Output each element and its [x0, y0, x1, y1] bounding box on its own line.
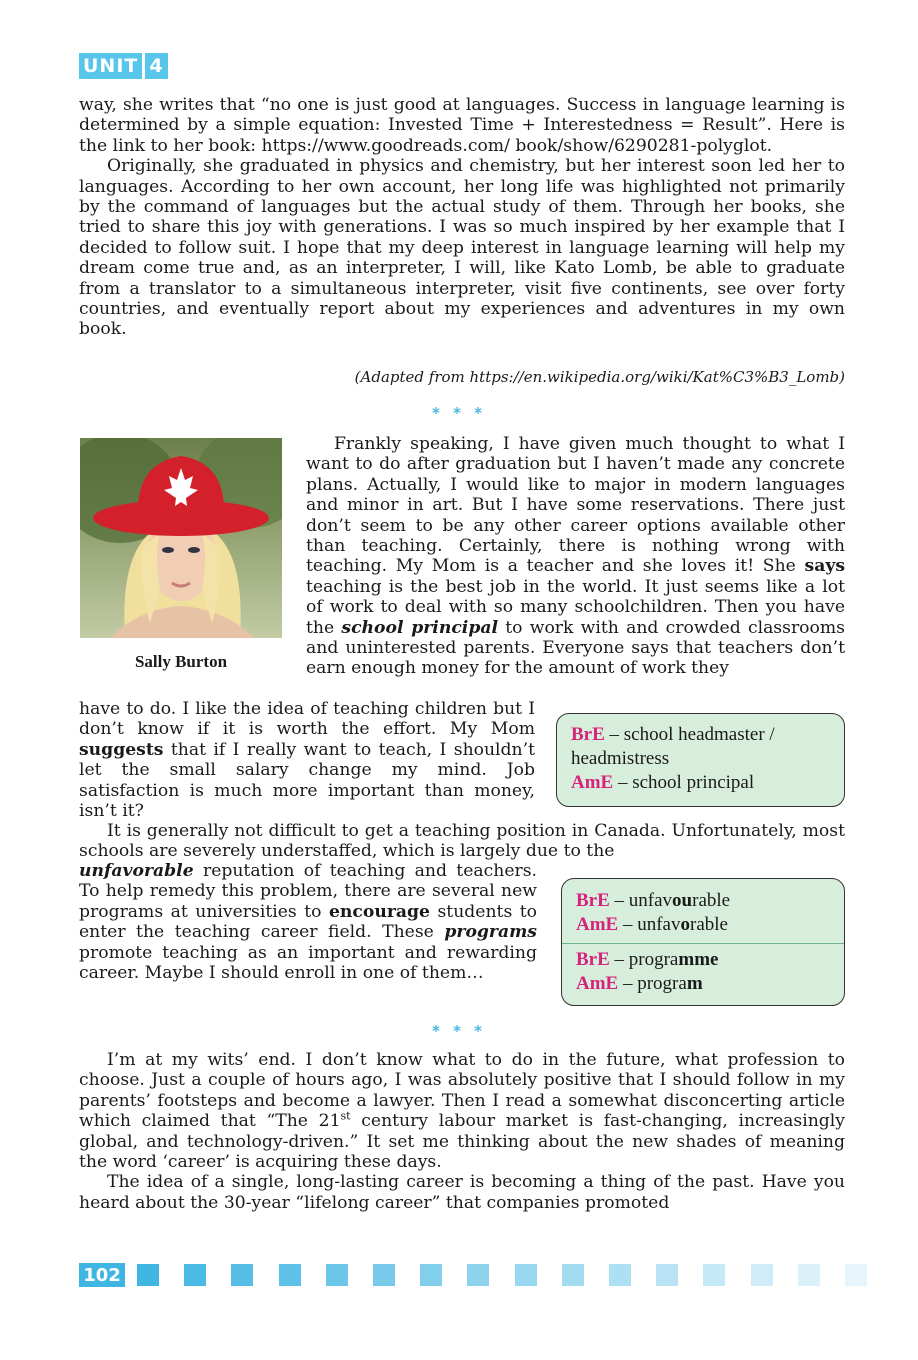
- paragraph-wits-end: I’m at my wits’ end. I don’t know what to do in the future, what profession to choose. Just a couple of hours ago, I was absolutely positive that I should follow in my parents’ footsteps and become a lawyer. Then I read a somewhat disconcerting article which claimed that “The 21st century labour market is fast-changing, increasingly global, and technology-driven.” It set me thinking about the new shades of meaning the word ‘career’ is acquiring these days.: [79, 1050, 845, 1173]
- bre-tag: BrE: [571, 724, 605, 745]
- paragraph-canada: It is generally not difficult to get a teaching position in Canada. Unfortunately, most schools are severely understaffed, which is largely due to the: [79, 821, 845, 862]
- footer-square: [231, 1264, 253, 1286]
- footer-square: [609, 1264, 631, 1286]
- vocab-box-spelling: BrE – unfavourable AmE – unfavorable BrE – programme AmE – program: [561, 878, 845, 1006]
- keyword-says: says: [804, 556, 845, 577]
- footer-square: [420, 1264, 442, 1286]
- paragraph-goodreads: way, she writes that “no one is just good at languages. Success in language learning is determined by a simple equation: Invested Time + Interestedness = Result”. Here is the link to her book: https://www.goodreads.com/ book/show/6290281-polyglot.: [79, 95, 845, 156]
- footer-square: [656, 1264, 678, 1286]
- footer-square: [515, 1264, 537, 1286]
- footer-square: [845, 1264, 867, 1286]
- sally-burton-photo: [80, 438, 282, 638]
- keyword-unfavorable: unfavorable: [79, 861, 194, 881]
- section-separator: * * *: [432, 404, 486, 422]
- ame-tag: AmE: [571, 772, 614, 793]
- footer-square: [326, 1264, 348, 1286]
- footer-square: [279, 1264, 301, 1286]
- footer-square: [137, 1264, 159, 1286]
- footer-square: [798, 1264, 820, 1286]
- sally-text-canada: [79, 821, 845, 862]
- page-number: 102: [79, 1263, 125, 1287]
- portrait-image: [80, 438, 282, 638]
- footer-square: [373, 1264, 395, 1286]
- unit-header: [79, 53, 168, 79]
- section-separator-2: * * *: [432, 1022, 486, 1040]
- footer-square: [751, 1264, 773, 1286]
- source-citation: (Adapted from https://en.wikipedia.org/wiki/Kat%C3%B3_Lomb): [354, 368, 845, 386]
- paragraph-kato-lomb: Originally, she graduated in physics and chemistry, but her interest soon led her to languages. According to her own account, her long life was highlighted not primarily by the command of languages but the actual study of them. Through her books, she tried to share this joy with generations. I was so much inspired by her example that I decided to follow suit. I hope that my deep interest in language learning will help my dream come true and, as an interpreter, I will, like Kato Lomb, be able to graduate from a translator to a simultaneous interpreter, visit five continents, see over forty countries, and eventually report about my experiences and adventures in my own book.: [79, 156, 845, 340]
- unit-label: UNIT: [79, 53, 142, 79]
- sally-text-lower: unfavorable reputation of teaching and teachers. To help remedy this problem, there are several new programs at universities to encourage students to enter the teaching career field. These programs promote teaching as an important and rewarding career. Maybe I should enroll in one of them…: [79, 861, 538, 984]
- photo-caption: Sally Burton: [134, 652, 228, 671]
- paragraph-lifelong-career: The idea of a single, long-lasting career is becoming a thing of the past. Have you heard about the 30-year “lifelong career” that companies promoted: [79, 1172, 845, 1213]
- keyword-school-principal: school principal: [341, 617, 499, 638]
- intro-text: [79, 95, 845, 340]
- footer-square: [467, 1264, 489, 1286]
- keyword-programs: programs: [444, 922, 537, 943]
- keyword-suggests: suggests: [79, 739, 164, 760]
- vocab-box-headmaster: BrE – school headmaster / headmistress AmE – school principal: [556, 713, 845, 807]
- keyword-encourage: encourage: [328, 901, 430, 922]
- unit-number: 4: [145, 53, 167, 79]
- footer-square: [184, 1264, 206, 1286]
- sally-text-upper: Frankly speaking, I have given much thought to what I want to do after graduation but I haven’t made any concrete plans. Actually, I would like to major in modern languages and minor in art. But I have some reservations. There just don’t seem to be any other career options available other than teaching. Certainly, there is nothing wrong with teaching. My Mom is a teacher and she loves it! She says teaching is the best job in the world. It just seems like a lot of work to deal with so many schoolchildren. Then you have the school principal to work with and crowded classrooms and uninterested parents. Everyone says that teachers don’t earn enough money for the amount of work they: [306, 434, 845, 679]
- footer-square: [703, 1264, 725, 1286]
- closing-text: [79, 1050, 845, 1213]
- sally-text-middle: have to do. I like the idea of teaching children but I don’t know if it is worth the effort. My Mom suggests that if I really want to teach, I shouldn’t let the small salary change my mind. Job satisfaction is much more important than money, isn’t it?: [79, 699, 535, 822]
- footer-square: [562, 1264, 584, 1286]
